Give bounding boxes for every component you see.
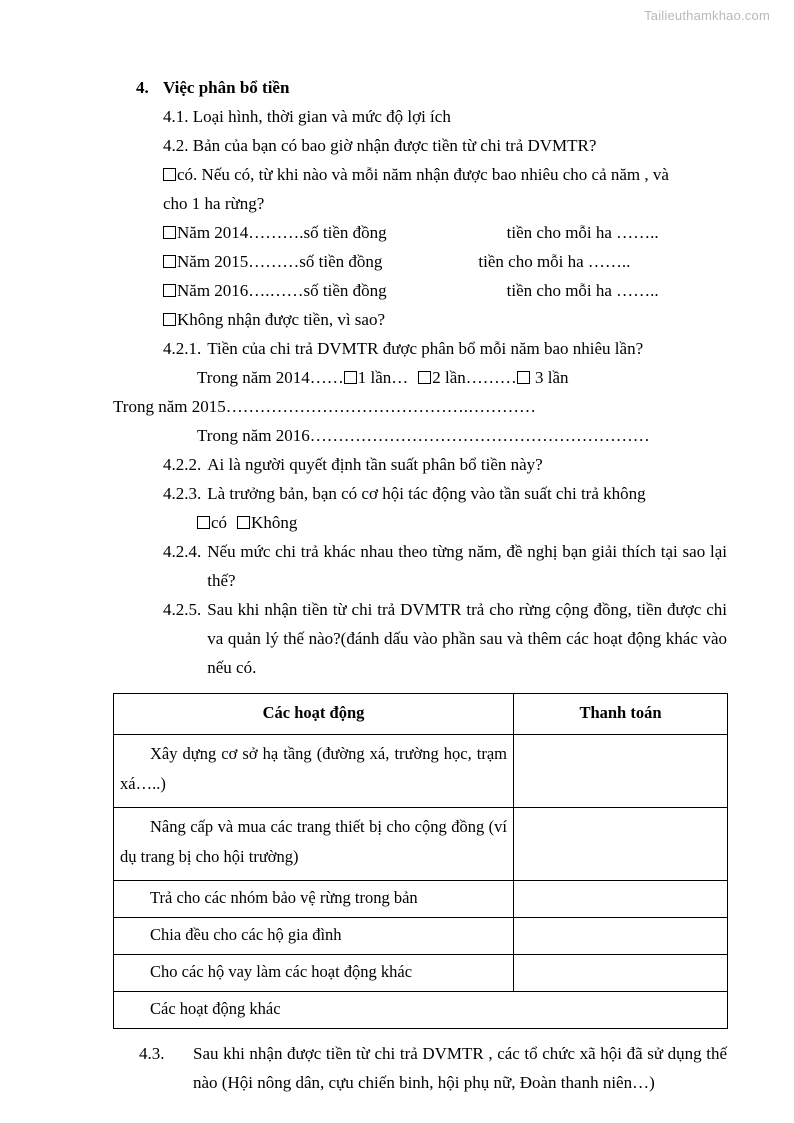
checkbox-year-2014[interactable] bbox=[163, 226, 176, 239]
frequency-row-2016: Trong năm 2016…………………………………………………… bbox=[197, 426, 650, 445]
checkbox-co[interactable] bbox=[163, 168, 176, 181]
checkbox-year-2015[interactable] bbox=[163, 255, 176, 268]
table-row bbox=[114, 808, 728, 881]
year-2014-label: Năm 2014……….số tiền đồng bbox=[177, 223, 387, 242]
section-heading bbox=[136, 74, 727, 102]
year-row-2016 bbox=[163, 276, 727, 305]
frequency-row-2014 bbox=[197, 363, 727, 392]
checkbox-no[interactable] bbox=[237, 516, 250, 529]
question-4-2-4-text: Nếu mức chi trả khác nhau theo từng năm, đề nghị bạn giải thích tại sao lại thế? bbox=[207, 542, 727, 590]
question-4-2-2 bbox=[163, 450, 727, 479]
activities-table bbox=[113, 693, 728, 1029]
question-4-3 bbox=[139, 1039, 727, 1097]
option-co-row-continued: cho 1 ha rừng? bbox=[163, 194, 265, 213]
year-row-2015 bbox=[163, 247, 727, 276]
year-2016-per-ha: tiền cho mỗi ha …….. bbox=[506, 281, 659, 300]
question-4-2-2-number: 4.2.2. bbox=[163, 455, 202, 474]
question-4-2-2-text: Ai là người quyết định tần suất phân bổ tiền này? bbox=[207, 455, 543, 474]
option-co-row bbox=[163, 160, 727, 189]
option-no-money-label: Không nhận được tiền, vì sao? bbox=[177, 310, 385, 329]
question-4-2-1-text: Tiền của chi trả DVMTR được phân bổ mỗi năm bao nhiêu lần? bbox=[207, 339, 644, 358]
table-row-other bbox=[114, 992, 728, 1029]
question-4-2-5-number: 4.2.5. bbox=[163, 600, 202, 619]
option-no-money-row bbox=[163, 305, 727, 334]
payment-cell[interactable] bbox=[514, 808, 728, 881]
table-row bbox=[114, 955, 728, 992]
payment-cell[interactable] bbox=[514, 881, 728, 918]
page-title: Việc phân bổ tiền bbox=[163, 78, 290, 97]
year-2014-per-ha: tiền cho mỗi ha …….. bbox=[506, 223, 659, 242]
table-row bbox=[114, 735, 728, 808]
activities-table-wrapper bbox=[113, 693, 727, 1029]
question-4-1: 4.1. Loại hình, thời gian và mức độ lợi ích bbox=[163, 107, 451, 126]
table-row bbox=[114, 918, 728, 955]
column-header-payment: Thanh toán bbox=[514, 694, 728, 735]
question-4-2-4-number: 4.2.4. bbox=[163, 542, 202, 561]
option-co-label: có. Nếu có, từ khi nào và mỗi năm nhận được bao nhiêu cho cả năm , và bbox=[177, 165, 669, 184]
activity-cell: Cho các hộ vay làm các hoạt động khác bbox=[114, 955, 514, 992]
activity-cell: Chia đều cho các hộ gia đình bbox=[114, 918, 514, 955]
frequency-row-2015: Trong năm 2015…………………………………….………… bbox=[113, 397, 536, 416]
year-2015-per-ha: tiền cho mỗi ha …….. bbox=[478, 252, 631, 271]
question-4-2: 4.2. Bản của bạn có bao giờ nhận được tiền từ chi trả DVMTR? bbox=[163, 136, 597, 155]
question-4-2-4 bbox=[163, 537, 727, 595]
option-2-lan-label: 2 lần……… bbox=[432, 368, 517, 387]
watermark: Tailieuthamkhao.com bbox=[644, 8, 770, 23]
question-4-3-number: 4.3. bbox=[139, 1044, 165, 1063]
frequency-2014-prefix: Trong năm 2014…… bbox=[197, 368, 344, 387]
payment-cell[interactable] bbox=[514, 735, 728, 808]
checkbox-yes[interactable] bbox=[197, 516, 210, 529]
question-4-2-3-text: Là trưởng bản, bạn có cơ hội tác động vào tần suất chi trả không bbox=[207, 484, 646, 503]
table-row bbox=[114, 881, 728, 918]
question-4-2-1-number: 4.2.1. bbox=[163, 339, 202, 358]
checkbox-3-lan[interactable] bbox=[517, 371, 530, 384]
column-header-activities: Các hoạt động bbox=[114, 694, 514, 735]
question-4-2-1 bbox=[163, 334, 727, 363]
option-yes-label: có bbox=[211, 513, 228, 532]
year-2016-label: Năm 2016….……số tiền đồng bbox=[177, 281, 387, 300]
question-4-3-text: Sau khi nhận được tiền từ chi trả DVMTR , các tổ chức xã hội đã sử dụng thế nào (Hội nông dân, cựu chiến binh, hội phụ nữ, Đoàn thanh niên…) bbox=[193, 1044, 727, 1092]
document-content bbox=[113, 74, 727, 1097]
checkbox-year-2016[interactable] bbox=[163, 284, 176, 297]
activity-cell: Nâng cấp và mua các trang thiết bị cho cộng đồng (ví dụ trang bị cho hội trường) bbox=[114, 808, 514, 881]
year-2015-label: Năm 2015………số tiền đồng bbox=[177, 252, 383, 271]
question-4-2-3 bbox=[163, 479, 727, 508]
activity-cell: Trả cho các nhóm bảo vệ rừng trong bản bbox=[114, 881, 514, 918]
table-header-row bbox=[114, 694, 728, 735]
payment-cell[interactable] bbox=[514, 955, 728, 992]
activity-cell: Xây dựng cơ sở hạ tầng (đường xá, trường học, trạm xá…..) bbox=[114, 735, 514, 808]
payment-cell[interactable] bbox=[514, 918, 728, 955]
option-1-lan-label: 1 lần… bbox=[357, 368, 409, 387]
activity-cell-other: Các hoạt động khác bbox=[114, 992, 728, 1029]
section-number: 4. bbox=[136, 78, 149, 97]
option-3-lan-label: 3 lần bbox=[530, 368, 569, 387]
year-row-2014 bbox=[163, 218, 727, 247]
checkbox-2-lan[interactable] bbox=[418, 371, 431, 384]
option-no-label: Không bbox=[251, 513, 298, 532]
question-4-2-3-number: 4.2.3. bbox=[163, 484, 202, 503]
checkbox-1-lan[interactable] bbox=[344, 371, 357, 384]
question-4-2-5 bbox=[163, 595, 727, 682]
question-4-2-3-options bbox=[197, 508, 727, 537]
question-4-2-5-text: Sau khi nhận tiền từ chi trả DVMTR trả cho rừng cộng đồng, tiền được chi va quản lý thế nào?(đánh dấu vào phần sau và thêm các hoạt động khác vào nếu có. bbox=[207, 600, 727, 677]
checkbox-no-money[interactable] bbox=[163, 313, 176, 326]
